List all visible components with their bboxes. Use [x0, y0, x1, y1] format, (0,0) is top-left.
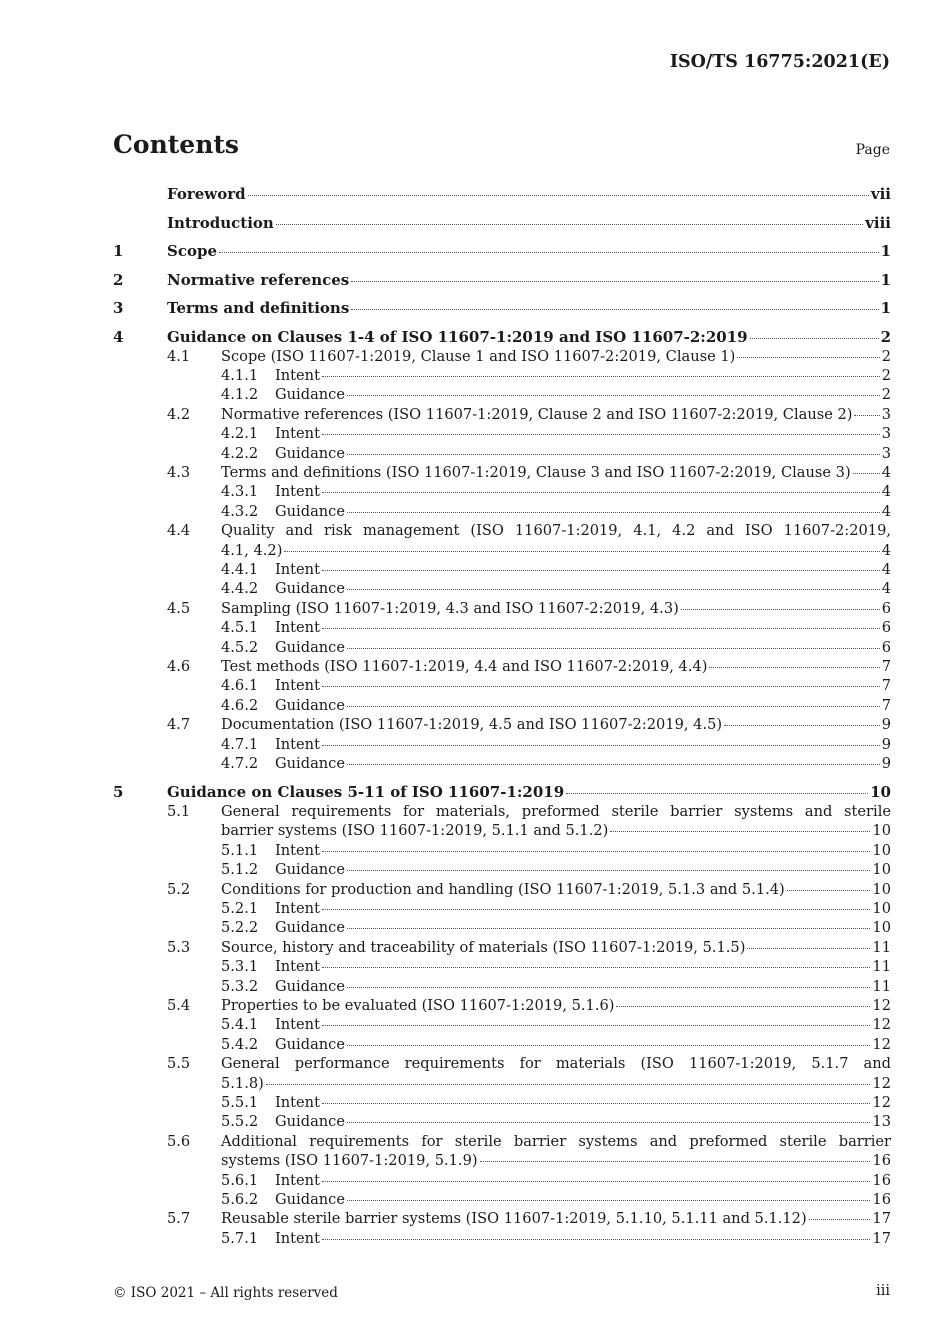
toc-entry-number: 5.1.1 — [221, 841, 259, 859]
toc-entry-number: 4.4.2 — [221, 580, 259, 598]
toc-entry-number: 3 — [113, 299, 124, 317]
toc-entry-page: 16 — [872, 1191, 891, 1209]
toc-entry-page: 16 — [872, 1152, 891, 1170]
toc-entry-title: General performance requirements for materials (ISO 11607-1:2019, 5.1.7 and — [221, 1055, 891, 1073]
toc-entry-title: Conditions for production and handling (ISO 11607-1:2019, 5.1.3 and 5.1.4) — [221, 880, 785, 898]
dot-leader — [347, 648, 880, 649]
dot-leader — [787, 890, 871, 891]
toc-entry-number: 4.7.1 — [221, 735, 259, 753]
dot-leader — [347, 1122, 870, 1123]
toc-entry-title: Guidance — [275, 696, 345, 714]
dot-leader — [854, 415, 879, 416]
dot-leader — [681, 609, 880, 610]
toc-entry[interactable] — [113, 618, 891, 637]
toc-entry-number: 4.4.1 — [221, 560, 259, 578]
toc-entry[interactable] — [113, 1112, 891, 1131]
dot-leader — [724, 725, 880, 726]
toc-entry-title: Intent — [275, 560, 320, 578]
dot-leader — [322, 570, 880, 571]
toc-entry[interactable] — [113, 463, 891, 482]
toc-entry-title: Quality and risk management (ISO 11607-1:2019, 4.1, 4.2 and ISO 11607-2:2019, — [221, 522, 891, 540]
dot-leader — [347, 454, 880, 455]
toc-entry[interactable] — [113, 657, 891, 676]
toc-entry-number: 4.3 — [167, 463, 191, 481]
toc-entry-page: 10 — [872, 861, 891, 879]
toc-entry[interactable] — [113, 1171, 891, 1190]
dot-leader — [284, 551, 879, 552]
toc-entry[interactable] — [113, 802, 891, 841]
toc-entry-number: 4.4 — [167, 522, 191, 540]
toc-entry[interactable] — [113, 1035, 891, 1054]
toc-entry-page: 10 — [872, 841, 891, 859]
toc-entry-number: 4.6 — [167, 658, 191, 675]
toc-entry-page: 6 — [881, 619, 891, 637]
toc-entry-number: 5.1 — [167, 802, 191, 820]
toc-entry-page: 17 — [872, 1229, 891, 1247]
toc-entry-title: Guidance on Clauses 5-11 of ISO 11607-1:2019 — [167, 782, 565, 801]
dot-leader — [566, 793, 868, 794]
toc-entry-page: 13 — [872, 1113, 891, 1131]
toc-entry-page: 16 — [872, 1171, 891, 1189]
toc-entry-page: 4 — [881, 560, 891, 578]
dot-leader — [219, 252, 879, 253]
toc-entry-title: Intent — [275, 425, 320, 443]
toc-entry-title: Guidance — [275, 1113, 345, 1131]
toc-entry-number: 4.2.2 — [221, 444, 259, 462]
toc-entry[interactable] — [113, 405, 891, 424]
table-of-contents — [113, 184, 891, 1248]
toc-entry-page: 6 — [881, 638, 891, 656]
toc-entry-number: 4.7 — [167, 716, 191, 734]
toc-entry-page: 2 — [881, 347, 891, 365]
toc-entry-title: Guidance — [275, 755, 345, 773]
toc-entry-page: 6 — [881, 599, 891, 617]
toc-entry-page: 1 — [880, 242, 891, 260]
toc-entry-title: Intent — [275, 483, 320, 501]
toc-entry-number: 4.1.2 — [221, 386, 259, 404]
dot-leader — [351, 281, 878, 282]
toc-entry-title: Guidance — [275, 1035, 345, 1053]
toc-entry-title-continued: 4.1, 4.2) — [221, 541, 283, 559]
toc-entry-title: Intent — [275, 366, 320, 384]
toc-entry-title: Guidance — [275, 1191, 345, 1209]
toc-entry-title: Guidance — [275, 638, 345, 656]
toc-entry-title: Normative references (ISO 11607-1:2019, Clause 2 and ISO 11607-2:2019, Clause 2) — [221, 405, 853, 423]
toc-entry-title: Scope — [167, 242, 218, 260]
toc-entry-title: Reusable sterile barrier systems (ISO 11607-1:2019, 5.1.10, 5.1.11 and 5.1.12) — [221, 1210, 807, 1228]
toc-entry-title: Scope (ISO 11607-1:2019, Clause 1 and ISO 11607-2:2019, Clause 1) — [221, 347, 736, 365]
toc-entry-number: 5.5 — [167, 1055, 191, 1073]
toc-entry-title: Terms and definitions — [167, 299, 350, 317]
toc-entry[interactable] — [113, 1093, 891, 1112]
toc-entry-number: 5.2 — [167, 880, 191, 898]
toc-entry-page: 12 — [872, 1035, 891, 1053]
toc-entry[interactable] — [113, 366, 891, 385]
toc-entry-number: 5.6 — [167, 1132, 191, 1150]
toc-entry[interactable] — [113, 977, 891, 996]
toc-entry-title: General requirements for materials, preformed sterile barrier systems and sterile — [221, 802, 891, 820]
toc-entry-number: 4.3.1 — [221, 483, 259, 501]
toc-entry-number: 5.2.1 — [221, 899, 259, 917]
toc-entry-number: 5.4 — [167, 997, 191, 1014]
toc-entry-title: Intent — [275, 677, 320, 695]
toc-entry-title: Guidance — [275, 861, 345, 879]
toc-entry-number: 5.5.1 — [221, 1094, 259, 1112]
dot-leader — [347, 1045, 870, 1046]
toc-entry[interactable] — [113, 638, 891, 657]
dot-leader — [347, 512, 880, 513]
toc-entry[interactable] — [113, 1190, 891, 1209]
toc-entry-title: Guidance — [275, 580, 345, 598]
copyright-notice: © ISO 2021 – All rights reserved — [113, 1285, 338, 1301]
toc-entry-number: 2 — [113, 270, 124, 289]
toc-entry-page: 3 — [881, 425, 891, 443]
toc-entry[interactable] — [113, 676, 891, 695]
toc-entry-number: 4.2 — [167, 405, 191, 423]
toc-entry-page: vii — [870, 185, 891, 203]
toc-entry-page: 12 — [872, 997, 891, 1014]
toc-entry[interactable] — [113, 385, 891, 404]
toc-entry-number: 5.3.1 — [221, 958, 259, 976]
toc-entry-number: 4.6.1 — [221, 677, 259, 695]
dot-leader — [322, 376, 880, 377]
dot-leader — [322, 967, 870, 968]
toc-entry-title: Foreword — [167, 185, 246, 203]
dot-leader — [322, 1103, 870, 1104]
dot-leader — [347, 764, 880, 765]
toc-entry-number: 4.2.1 — [221, 425, 259, 443]
toc-entry[interactable] — [113, 482, 891, 501]
dot-leader — [347, 928, 870, 929]
dot-leader — [480, 1161, 871, 1162]
toc-entry-page: 3 — [881, 405, 891, 423]
toc-entry-page: 17 — [872, 1210, 891, 1228]
toc-entry-number: 5.6.2 — [221, 1191, 259, 1209]
page-title: Contents — [113, 130, 240, 159]
page-column-label: Page — [855, 142, 890, 158]
toc-entry[interactable] — [113, 521, 891, 560]
toc-entry[interactable] — [113, 424, 891, 443]
dot-leader — [347, 987, 870, 988]
dot-leader — [322, 851, 870, 852]
toc-entry[interactable] — [113, 957, 891, 976]
toc-entry-number: 5.2.2 — [221, 919, 259, 937]
toc-entry-page: 2 — [881, 366, 891, 384]
toc-entry-number: 4.5.2 — [221, 638, 259, 656]
toc-entry-title: Sampling (ISO 11607-1:2019, 4.3 and ISO 11607-2:2019, 4.3) — [221, 599, 679, 617]
dot-leader — [322, 434, 880, 435]
toc-entry[interactable] — [113, 213, 891, 233]
dot-leader — [322, 628, 880, 629]
toc-entry-title: Normative references — [167, 270, 350, 289]
toc-entry[interactable] — [113, 184, 891, 204]
toc-entry[interactable] — [113, 782, 891, 802]
toc-entry-page: 12 — [872, 1074, 891, 1092]
toc-entry[interactable] — [113, 444, 891, 463]
toc-entry-number: 5.5.2 — [221, 1113, 259, 1131]
toc-entry-number: 4.1 — [167, 347, 191, 365]
toc-entry[interactable] — [113, 327, 891, 347]
toc-entry-number: 4.1.1 — [221, 366, 259, 384]
toc-entry-page: 12 — [872, 1016, 891, 1034]
dot-leader — [750, 338, 879, 339]
toc-entry-page: 10 — [872, 822, 891, 840]
toc-entry-page: 9 — [881, 735, 891, 753]
toc-entry-title: Intent — [275, 899, 320, 917]
toc-entry-number: 5.4.1 — [221, 1016, 259, 1034]
toc-entry[interactable] — [113, 1132, 891, 1171]
toc-entry[interactable] — [113, 1209, 891, 1228]
toc-entry[interactable] — [113, 938, 891, 957]
toc-entry-page: 10 — [872, 880, 891, 898]
toc-entry-title: Intent — [275, 1016, 320, 1034]
dot-leader — [347, 706, 880, 707]
dot-leader — [853, 473, 880, 474]
toc-entry-number: 4.3.2 — [221, 502, 259, 520]
toc-entry-title: Intent — [275, 1094, 320, 1112]
toc-entry-title: Intent — [275, 1171, 320, 1189]
dot-leader — [322, 909, 870, 910]
dot-leader — [616, 1006, 870, 1007]
toc-entry[interactable] — [113, 918, 891, 937]
toc-entry-title-continued: systems (ISO 11607-1:2019, 5.1.9) — [221, 1152, 478, 1170]
toc-entry[interactable] — [113, 996, 891, 1015]
toc-entry-title: Documentation (ISO 11607-1:2019, 4.5 and ISO 11607-2:2019, 4.5) — [221, 716, 723, 734]
dot-leader — [322, 745, 880, 746]
dot-leader — [322, 1025, 870, 1026]
toc-entry-page: 10 — [870, 782, 891, 801]
toc-entry-number: 5.7 — [167, 1210, 191, 1228]
toc-entry-title: Guidance — [275, 444, 345, 462]
toc-entry[interactable] — [113, 696, 891, 715]
toc-entry[interactable] — [113, 1054, 891, 1093]
dot-leader — [351, 309, 878, 310]
dot-leader — [276, 224, 863, 225]
toc-entry-page: 4 — [881, 483, 891, 501]
toc-entry[interactable] — [113, 841, 891, 860]
toc-entry-number: 5.1.2 — [221, 861, 259, 879]
toc-entry-title: Intent — [275, 958, 320, 976]
toc-entry-title: Intent — [275, 1229, 320, 1247]
dot-leader — [322, 492, 880, 493]
toc-entry[interactable] — [113, 560, 891, 579]
toc-entry[interactable] — [113, 599, 891, 618]
toc-entry-page: viii — [865, 213, 891, 232]
toc-entry-title: Intent — [275, 841, 320, 859]
toc-entry-title: Properties to be evaluated (ISO 11607-1:2019, 5.1.6) — [221, 997, 615, 1014]
toc-entry-number: 4.6.2 — [221, 696, 259, 714]
toc-entry[interactable] — [113, 502, 891, 521]
toc-entry-title: Guidance — [275, 502, 345, 520]
dot-leader — [248, 195, 869, 196]
dot-leader — [322, 1181, 870, 1182]
dot-leader — [809, 1219, 871, 1220]
toc-entry-number: 4.5 — [167, 599, 191, 617]
dot-leader — [737, 357, 879, 358]
toc-entry[interactable] — [113, 899, 891, 918]
toc-entry-page: 7 — [881, 677, 891, 695]
toc-entry-number: 5.3 — [167, 938, 191, 956]
dot-leader — [322, 1239, 870, 1240]
toc-entry-number: 1 — [113, 242, 124, 260]
toc-entry[interactable] — [113, 241, 891, 261]
toc-entry-title: Intent — [275, 619, 320, 637]
toc-entry-number: 5.3.2 — [221, 977, 259, 995]
dot-leader — [347, 1200, 870, 1201]
toc-entry-page: 1 — [880, 270, 891, 289]
toc-entry-title: Additional requirements for sterile barrier systems and preformed sterile barrier — [221, 1132, 891, 1150]
dot-leader — [709, 667, 879, 668]
toc-entry-title: Intent — [275, 735, 320, 753]
toc-entry-page: 11 — [872, 958, 891, 976]
page-number: iii — [876, 1283, 890, 1299]
toc-entry[interactable] — [113, 1229, 891, 1248]
toc-entry[interactable] — [113, 298, 891, 318]
toc-entry-title: Guidance on Clauses 1-4 of ISO 11607-1:2019 and ISO 11607-2:2019 — [167, 327, 748, 346]
toc-entry-title: Source, history and traceability of materials (ISO 11607-1:2019, 5.1.5) — [221, 938, 746, 956]
dot-leader — [347, 395, 880, 396]
toc-entry-title: Test methods (ISO 11607-1:2019, 4.4 and ISO 11607-2:2019, 4.4) — [221, 658, 708, 675]
dot-leader — [347, 589, 880, 590]
toc-entry-title: Introduction — [167, 213, 274, 232]
toc-entry-page: 4 — [881, 541, 891, 559]
toc-entry-title-continued: 5.1.8) — [221, 1074, 264, 1092]
toc-entry-number: 5.6.1 — [221, 1171, 259, 1189]
toc-entry-page: 3 — [881, 444, 891, 462]
toc-entry-number: 5.4.2 — [221, 1035, 259, 1053]
toc-entry-page: 12 — [872, 1094, 891, 1112]
toc-entry-page: 2 — [880, 327, 891, 346]
toc-entry[interactable] — [113, 880, 891, 899]
toc-entry[interactable] — [113, 735, 891, 754]
toc-entry-title: Terms and definitions (ISO 11607-1:2019, Clause 3 and ISO 11607-2:2019, Clause 3) — [221, 463, 851, 481]
toc-entry-page: 4 — [881, 502, 891, 520]
toc-entry-page: 7 — [881, 658, 891, 675]
toc-entry-page: 7 — [881, 696, 891, 714]
toc-entry-page: 1 — [880, 299, 891, 317]
toc-entry-page: 9 — [881, 716, 891, 734]
toc-entry-page: 9 — [881, 755, 891, 773]
dot-leader — [322, 686, 880, 687]
toc-entry-number: 4 — [113, 327, 124, 346]
toc-entry-page: 4 — [881, 463, 891, 481]
toc-entry[interactable] — [113, 860, 891, 879]
toc-entry[interactable] — [113, 754, 891, 773]
toc-entry-number: 4.5.1 — [221, 619, 259, 637]
toc-entry[interactable] — [113, 579, 891, 598]
toc-entry-number: 4.7.2 — [221, 755, 259, 773]
toc-entry-title: Guidance — [275, 919, 345, 937]
dot-leader — [610, 831, 870, 832]
toc-entry[interactable] — [113, 715, 891, 734]
toc-entry[interactable] — [113, 1015, 891, 1034]
toc-entry-page: 10 — [872, 919, 891, 937]
toc-entry-page: 4 — [881, 580, 891, 598]
toc-entry-number: 5 — [113, 782, 124, 801]
toc-entry-page: 10 — [872, 899, 891, 917]
toc-entry-title: Guidance — [275, 386, 345, 404]
dot-leader — [347, 870, 870, 871]
toc-entry-title-continued: barrier systems (ISO 11607-1:2019, 5.1.1 and 5.1.2) — [221, 822, 609, 840]
toc-entry-page: 11 — [872, 938, 891, 956]
toc-entry[interactable] — [113, 270, 891, 290]
document-id: ISO/TS 16775:2021(E) — [669, 52, 890, 72]
dot-leader — [747, 948, 870, 949]
toc-entry-number: 5.7.1 — [221, 1229, 259, 1247]
dot-leader — [266, 1084, 871, 1085]
toc-entry-page: 2 — [881, 386, 891, 404]
toc-entry-page: 11 — [872, 977, 891, 995]
toc-entry-title: Guidance — [275, 977, 345, 995]
toc-entry[interactable] — [113, 347, 891, 366]
